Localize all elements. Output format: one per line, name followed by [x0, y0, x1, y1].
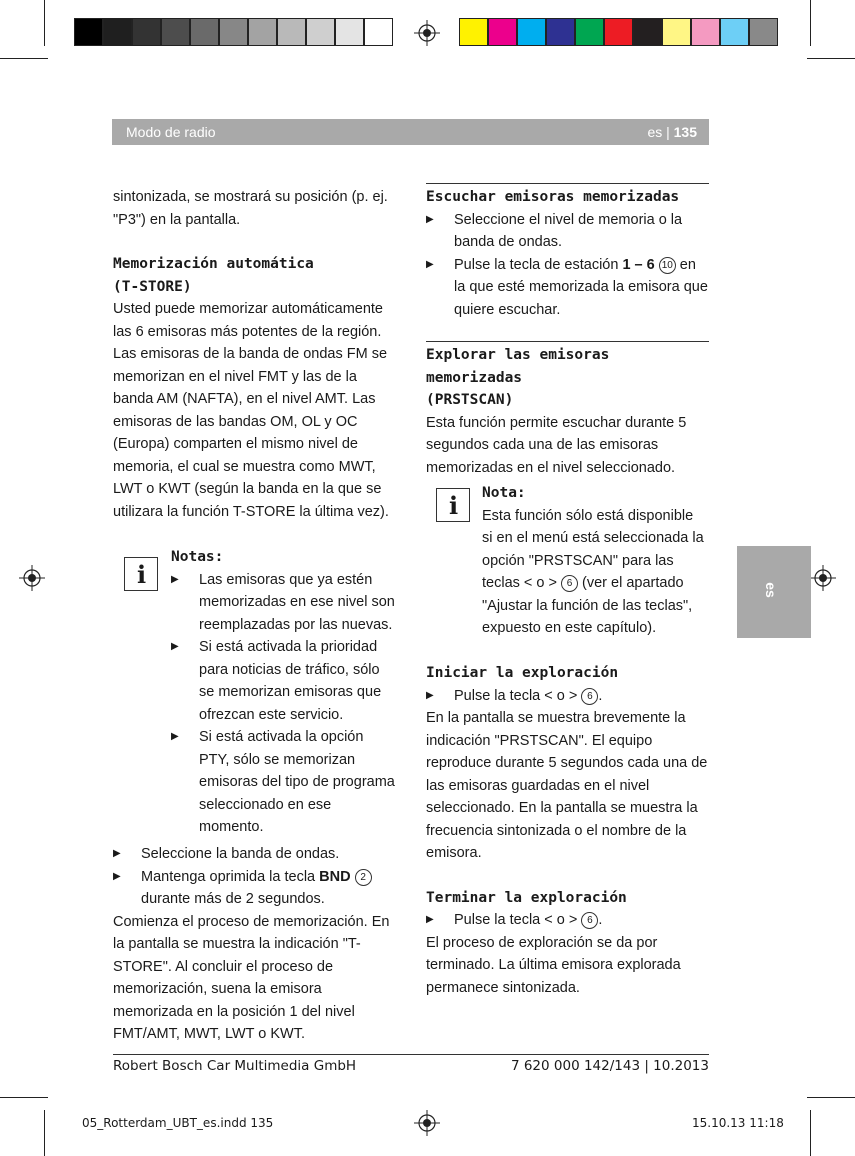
color-swatch	[190, 18, 219, 46]
button-number-badge: 10	[659, 257, 676, 274]
crop-mark	[807, 1097, 855, 1098]
color-swatch	[335, 18, 364, 46]
color-swatch	[662, 18, 691, 46]
section-heading: (T-STORE)	[113, 278, 192, 295]
info-icon: i	[436, 488, 470, 522]
step: ▶ Pulse la tecla < o > 6 .	[426, 909, 711, 932]
left-column	[113, 186, 398, 523]
color-swatch	[488, 18, 517, 46]
section-heading: Explorar las emisoras memorizadas	[426, 347, 610, 386]
page-number: es | 135	[647, 124, 697, 140]
notes-box	[171, 546, 397, 839]
paragraph: Esta función permite escuchar durante 5 segundos cada una de las emisoras memorizadas en el nivel seleccionado.	[426, 414, 687, 476]
color-swatch	[161, 18, 190, 46]
step: ▶ Pulse la tecla de estación 1 – 6 10 en la que esté memorizada la emisora que quiere escuchar.	[426, 254, 711, 322]
nota-box	[482, 482, 707, 640]
footer-docnumber: 7 620 000 142/143 | 10.2013	[510, 1058, 709, 1074]
chevron-left-icon: <	[544, 912, 553, 928]
divider	[426, 341, 709, 342]
nota-text: Esta función sólo está disponible si en el menú está seleccionada la opción "PRSTSCAN" para las teclas < o > 6 (ver el apartado "Ajustar la función de las teclas", expuesto en este capítulo).	[482, 507, 704, 636]
chevron-left-icon: <	[544, 687, 553, 704]
color-swatch	[517, 18, 546, 46]
section-heading: Memorización automática	[113, 256, 314, 272]
section-title: Modo de radio	[126, 124, 216, 140]
crop-mark	[810, 0, 811, 46]
color-swatch	[749, 18, 778, 46]
section-heading: Escuchar emisoras memorizadas	[426, 189, 680, 205]
info-icon: i	[124, 557, 158, 591]
nota-title: Nota:	[482, 485, 526, 501]
footer-company: Robert Bosch Car Multimedia GmbH	[113, 1058, 357, 1074]
step: ▶ Mantenga oprimida la tecla BND 2 durante más de 2 segundos.	[113, 866, 398, 911]
section-heading: Iniciar la exploración	[426, 665, 619, 681]
footer-rule	[113, 1054, 709, 1055]
chevron-right-icon: >	[568, 687, 578, 704]
chevron-right-icon: >	[568, 912, 578, 928]
crop-mark	[0, 58, 48, 59]
step: ▶ Seleccione el nivel de memoria o la banda de ondas.	[426, 209, 711, 254]
color-swatch	[306, 18, 335, 46]
step: ▶ Seleccione la banda de ondas.	[113, 843, 398, 866]
paragraph: El proceso de exploración se da por terminado. La última emisora explorada permanece sintonizada.	[426, 934, 681, 996]
paragraph: Comienza el proceso de memorización. En la pantalla se muestra la indicación "T-STORE". Al concluir el proceso de memorización, suena la emisora memorizada en la posición 1 del nivel FMT/AMT, MWT, LWT o KWT.	[113, 913, 390, 1042]
start-scan-section	[426, 662, 711, 999]
notes-title: Notas:	[171, 549, 224, 565]
right-column	[426, 186, 711, 321]
color-swatch	[604, 18, 633, 46]
scan-section	[426, 344, 711, 479]
color-swatch	[219, 18, 248, 46]
color-swatch	[74, 18, 103, 46]
color-swatch	[459, 18, 488, 46]
paragraph: En la pantalla se muestra brevemente la indicación "PRSTSCAN". El equipo reproduce durante 5 segundos cada una de las emisoras guardadas en el nivel seleccionado. En la pantalla se muestra la frecuencia sintonizada o el nombre de la emisora.	[426, 710, 708, 861]
slug-date: 15.10.13 11:18	[692, 1116, 784, 1130]
intro-text: sintonizada, se mostrará su posición (p. ej. "P3") en la pantalla.	[113, 189, 388, 228]
crop-mark	[810, 1110, 811, 1156]
button-number-badge: 6	[581, 688, 598, 705]
autostore-steps	[113, 843, 398, 1046]
button-number-badge: 6	[561, 575, 578, 592]
chevron-right-icon: >	[548, 575, 557, 591]
color-swatch	[364, 18, 393, 46]
button-number-badge: 6	[581, 912, 598, 929]
crop-mark	[807, 58, 855, 59]
chevron-left-icon: <	[523, 575, 533, 591]
paragraph: Usted puede memorizar automáticamente las 6 emisoras más potentes de la región. Las emisoras de la banda de ondas FM se memorizan en el nivel FMT y las de la banda AM (NAFTA), en el nivel AMT. Las emisoras de las bandas OM, OL y OC (Europa) comparten el mismo nivel de memoria, el cual se muestra como MWT, LWT o KWT (según la banda en la que se utilizara la función T-STORE la última vez).	[113, 301, 389, 520]
color-swatch	[277, 18, 306, 46]
color-swatch	[103, 18, 132, 46]
color-swatch	[248, 18, 277, 46]
slug-filename: 05_Rotterdam_UBT_es.indd 135	[82, 1116, 274, 1130]
registration-mark-icon	[414, 20, 440, 46]
registration-mark-icon	[810, 565, 836, 591]
crop-mark	[44, 0, 45, 46]
color-swatch	[691, 18, 720, 46]
color-swatch	[132, 18, 161, 46]
button-number-badge: 2	[355, 869, 372, 886]
color-swatch	[575, 18, 604, 46]
language-tab: es	[737, 546, 811, 638]
section-heading: (PRSTSCAN)	[426, 392, 514, 408]
registration-mark-icon	[19, 565, 45, 591]
crop-mark	[0, 1097, 48, 1098]
color-swatch	[720, 18, 749, 46]
color-swatch	[546, 18, 575, 46]
step: ▶ Pulse la tecla < o > 6 .	[426, 685, 711, 708]
divider	[426, 183, 709, 184]
crop-mark	[44, 1110, 45, 1156]
section-heading: Terminar la exploración	[426, 889, 627, 906]
list-item: ▶ Si está activada la prioridad para noticias de tráfico, sólo se memorizan emisoras que ofrezcan este servicio.	[171, 636, 397, 726]
registration-mark-icon	[414, 1110, 440, 1136]
color-swatch	[633, 18, 662, 46]
list-item: ▶ Si está activada la opción PTY, sólo se memorizan emisoras del tipo de programa seleccionado en ese momento.	[171, 726, 397, 839]
list-item: ▶ Las emisoras que ya estén memorizadas en ese nivel son reemplazadas por las nuevas.	[171, 569, 397, 637]
page-header	[112, 119, 709, 145]
